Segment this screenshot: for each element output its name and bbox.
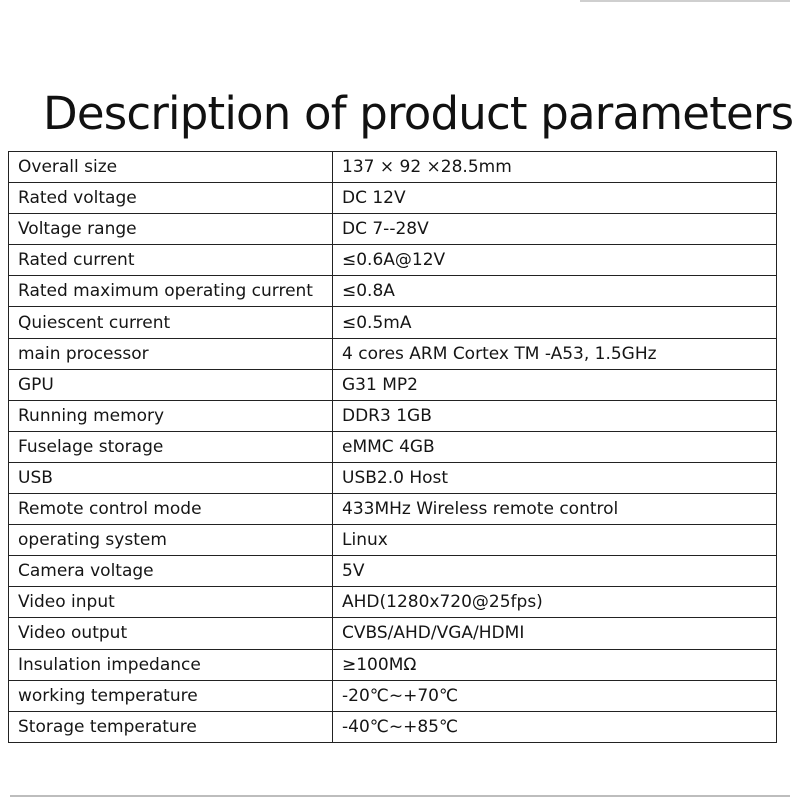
table-row	[9, 649, 777, 680]
parameter-name: Remote control mode	[9, 494, 333, 525]
table-row	[9, 680, 777, 711]
parameter-value: ≤0.8A	[333, 276, 777, 307]
parameter-name: Voltage range	[9, 214, 333, 245]
parameter-value: ≥100MΩ	[333, 649, 777, 680]
parameter-name: Insulation impedance	[9, 649, 333, 680]
parameter-value: eMMC 4GB	[333, 431, 777, 462]
parameter-value: CVBS/AHD/VGA/HDMI	[333, 618, 777, 649]
parameter-name: Running memory	[9, 400, 333, 431]
table-row	[9, 152, 777, 183]
parameter-name: Camera voltage	[9, 556, 333, 587]
table-row	[9, 431, 777, 462]
table-row	[9, 245, 777, 276]
table-row	[9, 400, 777, 431]
parameter-value: -20℃~+70℃	[333, 680, 777, 711]
parameter-value: 5V	[333, 556, 777, 587]
table-row	[9, 556, 777, 587]
parameter-name: Rated maximum operating current	[9, 276, 333, 307]
parameter-name: USB	[9, 462, 333, 493]
page-title: Description of product parameters	[43, 87, 794, 140]
parameter-name: Overall size	[9, 152, 333, 183]
parameter-value: ≤0.5mA	[333, 307, 777, 338]
parameter-name: main processor	[9, 338, 333, 369]
parameter-value: DC 7--28V	[333, 214, 777, 245]
table-row	[9, 338, 777, 369]
bottom-divider	[10, 795, 790, 797]
parameter-name: Rated current	[9, 245, 333, 276]
parameter-name: Storage temperature	[9, 711, 333, 742]
parameter-value: AHD(1280x720@25fps)	[333, 587, 777, 618]
parameter-name: Fuselage storage	[9, 431, 333, 462]
table-row	[9, 369, 777, 400]
parameter-name: Quiescent current	[9, 307, 333, 338]
parameters-table	[8, 151, 777, 743]
parameter-value: G31 MP2	[333, 369, 777, 400]
parameter-value: DDR3 1GB	[333, 400, 777, 431]
parameter-value: -40℃~+85℃	[333, 711, 777, 742]
parameter-value: USB2.0 Host	[333, 462, 777, 493]
parameter-value: ≤0.6A@12V	[333, 245, 777, 276]
parameter-value: DC 12V	[333, 183, 777, 214]
parameter-value: 433MHz Wireless remote control	[333, 494, 777, 525]
parameter-value: 137 × 92 ×28.5mm	[333, 152, 777, 183]
table-row	[9, 618, 777, 649]
table-row	[9, 711, 777, 742]
parameter-name: Video output	[9, 618, 333, 649]
table-row	[9, 307, 777, 338]
table-row	[9, 276, 777, 307]
parameter-name: Video input	[9, 587, 333, 618]
table-row	[9, 214, 777, 245]
table-row	[9, 525, 777, 556]
parameter-name: GPU	[9, 369, 333, 400]
parameter-value: 4 cores ARM Cortex TM -A53, 1.5GHz	[333, 338, 777, 369]
parameter-name: Rated voltage	[9, 183, 333, 214]
parameter-name: operating system	[9, 525, 333, 556]
table-row	[9, 494, 777, 525]
top-divider	[580, 0, 790, 2]
table-row	[9, 462, 777, 493]
table-row	[9, 587, 777, 618]
table-row	[9, 183, 777, 214]
parameter-name: working temperature	[9, 680, 333, 711]
parameter-value: Linux	[333, 525, 777, 556]
